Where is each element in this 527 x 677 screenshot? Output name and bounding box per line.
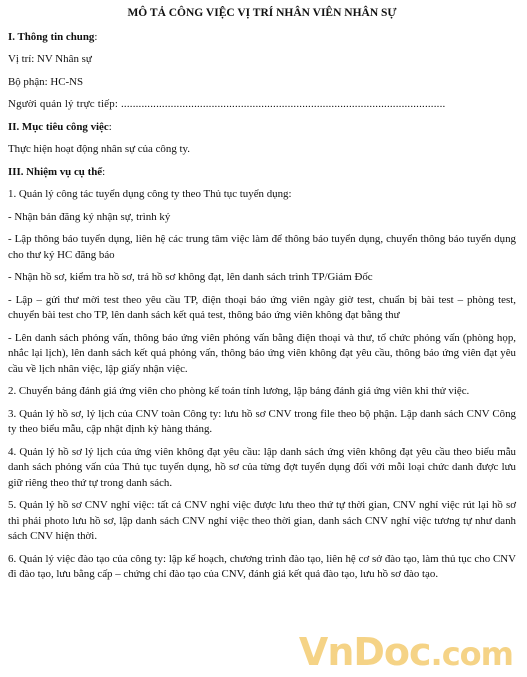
section-heading-tasks: III. Nhiệm vụ cụ thể: xyxy=(8,165,106,178)
section-heading-general-info: I. Thông tin chung: xyxy=(8,30,98,43)
department-line: Bộ phận: HC-NS xyxy=(8,75,84,88)
task-paragraph: 5. Quản lý hồ sơ CNV nghỉ việc: tất cả CNV nghỉ việc được lưu theo thứ tự thời gian, CNV nghỉ việc rút lại hồ sơ thì phải photo lưu hồ sơ, lập danh sách CNV nghỉ việc theo thời gian, danh sách CNV nghỉ việc tương tự như danh sách CNV hiện thời. xyxy=(8,499,516,542)
task-paragraph: - Nhận bản đăng ký nhận sự, trình ký xyxy=(8,210,171,223)
task-paragraph: 4. Quản lý hồ sơ lý lịch của ứng viên không đạt yêu cầu: lập danh sách ứng viên không đạt yêu cầu theo biểu mẫu danh sách phỏng vấn của Thủ tục tuyển dụng, hồ sơ của từng đợt tuyển dụng đối với mỗi loại chức danh được lưu giữ riêng theo thứ tự trong danh sách. xyxy=(8,445,516,489)
watermark-suffix-text: .com xyxy=(430,635,513,673)
document-title: MÔ TẢ CÔNG VIỆC VỊ TRÍ NHÂN VIÊN NHÂN SỰ xyxy=(127,7,397,19)
task-paragraph: 6. Quản lý việc đào tạo của công ty: lập kế hoạch, chương trình đào tạo, liên hệ cơ sở đào tạo, làm thủ tục cho CNV đi đào tạo, lưu bằng cấp – chứng chỉ đào tạo của CNV, đánh giá kết quả đào tạo, lưu hồ sơ đào tạo. xyxy=(8,552,516,580)
task-paragraph: - Lên danh sách phỏng vấn, thông báo ứng viên phỏng vấn bằng điện thoại và thư, tổ chức phỏng vấn (phòng họp, nhắc lại lịch), lên danh sách kết quả phỏng vấn, thông báo ứng viên không đạt yêu cầu, thông báo ứng viên đạt yêu cầu về lịch nhân việc, lập giấy nhận việc. xyxy=(8,331,516,375)
task-paragraph: - Nhận hồ sơ, kiểm tra hồ sơ, trả hồ sơ không đạt, lên danh sách trình TP/Giám Đốc xyxy=(8,271,373,283)
manager-line: Người quản lý trực tiếp: ............................................................................................................... xyxy=(8,98,446,110)
position-line: Vị trí: NV Nhân sự xyxy=(8,53,92,65)
section-heading-objective: II. Mục tiêu công việc: xyxy=(8,120,112,133)
objective-text: Thực hiện hoạt động nhân sự của công ty. xyxy=(8,143,190,155)
task-paragraph: 3. Quản lý hồ sơ, lý lịch của CNV toàn Công ty: lưu hồ sơ CNV trong file theo bộ phận. Lập danh sách CNV Công ty theo biểu mẫu, cập nhật định kỳ hàng tháng. xyxy=(8,407,516,435)
section-heading-text: II. Mục tiêu công việc xyxy=(8,120,109,133)
watermark-main-text: VnDoc xyxy=(298,630,431,674)
task-paragraph: - Lập thông báo tuyển dụng, liên hệ các trung tâm việc làm để thông báo tuyển dụng, chuyển thông báo tuyển dụng cho thư ký HC đăng báo xyxy=(8,233,516,261)
section-heading-text: I. Thông tin chung xyxy=(8,30,95,43)
document-page xyxy=(8,6,516,590)
task-paragraph: - Lập – gửi thư mời test theo yêu cầu TP, điện thoại báo ứng viên ngày giờ test, chuẩn bị bài test – phòng test, chuyển bài test cho TP, lên danh sách kết quả test, thông báo ứng viên không đạt bằng thư xyxy=(8,293,516,321)
vndoc-watermark-logo xyxy=(299,630,513,674)
task-paragraph: 2. Chuyển bảng đánh giá ứng viên cho phòng kế toán tính lương, lập bảng đánh giá ứng viên khi thử việc. xyxy=(8,385,470,397)
task-paragraph: 1. Quản lý công tác tuyển dụng công ty theo Thủ tục tuyển dụng: xyxy=(8,188,292,200)
section-heading-text: III. Nhiệm vụ cụ thể xyxy=(8,165,103,178)
